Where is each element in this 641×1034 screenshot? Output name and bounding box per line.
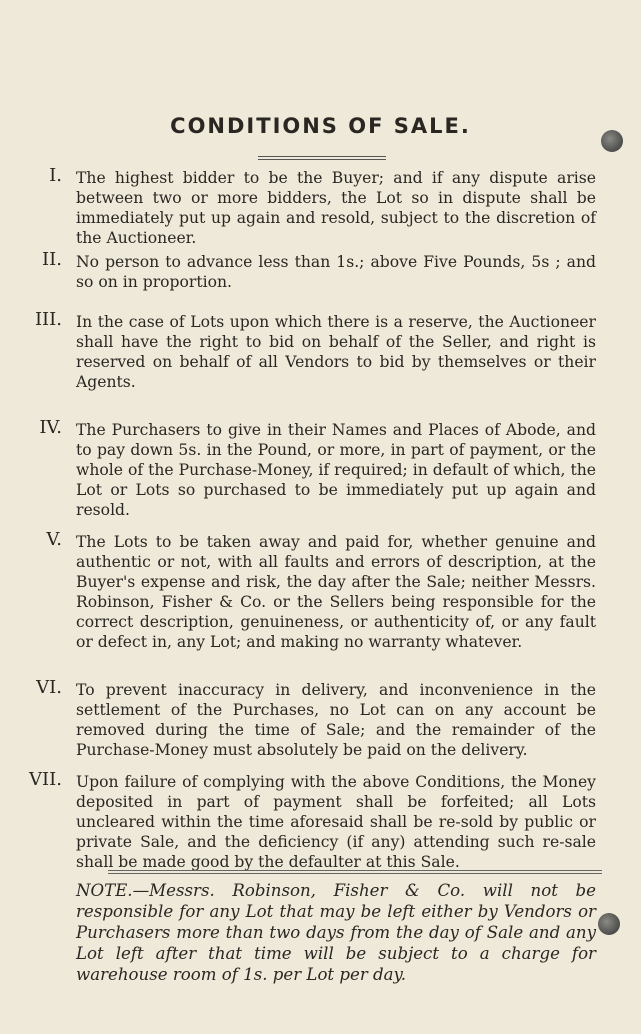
condition-number: IV. (39, 417, 62, 438)
title-divider (258, 156, 386, 160)
condition-text: No person to advance less than 1s.; above Five Pounds, 5s ; and so on in proportion. (76, 253, 596, 291)
condition-number: I. (49, 165, 62, 186)
condition-text: The Lots to be taken away and paid for, whether genuine and authentic or not, with all faults and errors of description, at the Buyer's expense and risk, the day after the Sale; neither Messrs. Robinson, Fisher & Co. or the Sellers being responsible for the correct description, genuineness, or authenticity of, or any fault or defect in, any Lot; and making no warranty whatever. (76, 533, 596, 651)
punch-hole-bottom (598, 913, 620, 935)
note-divider (108, 870, 602, 874)
condition-number: II. (42, 249, 62, 270)
condition-text: The Purchasers to give in their Names and Places of Abode, and to pay down 5s. in the Pound, or more, in part of payment, or the whole of the Purchase-Money, if required; in default of which, the Lot or Lots so purchased to be immediately put up again and resold. (76, 421, 596, 519)
condition-number: VII. (29, 769, 62, 790)
condition-text: The highest bidder to be the Buyer; and if any dispute arise between two or more bidders, the Lot so in dispute shall be immediately put up again and resold, subject to the discretion of the Auctioneer. (76, 169, 596, 247)
condition-number: VI. (36, 677, 62, 698)
page-title: CONDITIONS OF SALE. (170, 114, 471, 138)
condition-text: Upon failure of complying with the above Conditions, the Money deposited in part of payment shall be forfeited; all Lots uncleared within the time aforesaid shall be re-sold by public or private Sale, and the deficiency (if any) attending such re-sale shall be made good by the defaulter at this Sale. (76, 773, 596, 871)
condition-text: To prevent inaccuracy in delivery, and inconvenience in the settlement of the Purchases, no Lot can on any account be removed during the time of Sale; and the remainder of the Purchase-Money must absolutely be paid on the delivery. (76, 681, 596, 759)
condition-number: III. (34, 309, 62, 330)
footer-note: NOTE.—Messrs. Robinson, Fisher & Co. will not be responsible for any Lot that may be left either by Vendors or Purchasers more than two days from the day of Sale and any Lot left after that time will be subject to a charge for warehouse room of 1s. per Lot per day. (76, 881, 596, 984)
condition-text: In the case of Lots upon which there is a reserve, the Auctioneer shall have the right to bid on behalf of the Seller, and right is reserved on behalf of all Vendors to bid by themselves or their Agents. (76, 313, 596, 391)
condition-number: V. (46, 529, 62, 550)
